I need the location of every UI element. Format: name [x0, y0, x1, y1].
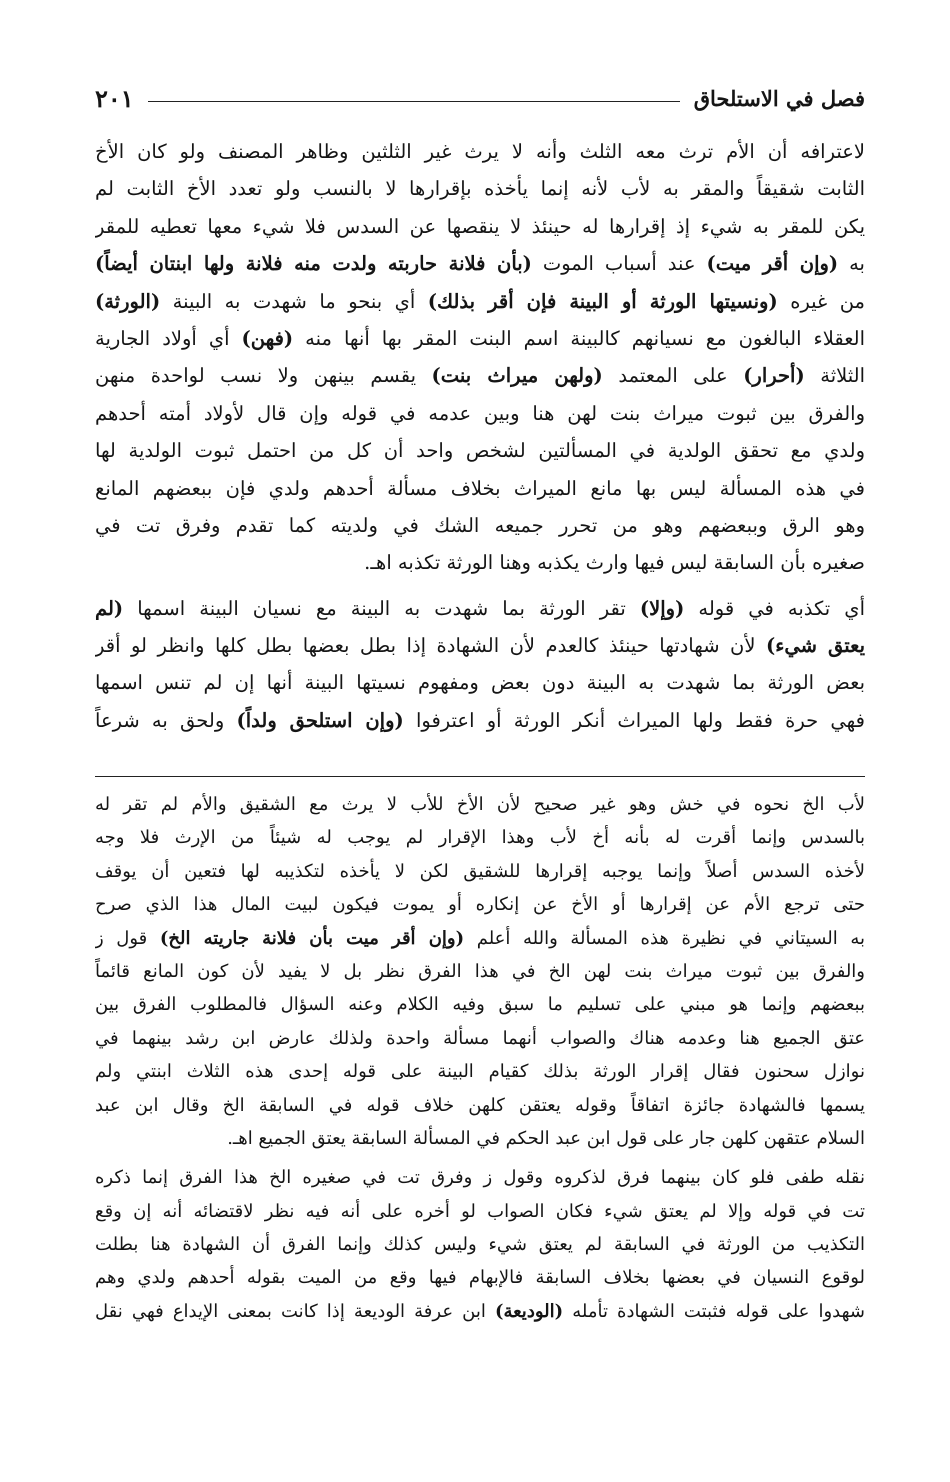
footnote-line: نوازل سحنون فقال إقرار الورثة بذلك كقيام البينة على قوله إحدى هذه الثلاث ابنتي ولم: [95, 1061, 865, 1083]
running-header: [95, 78, 865, 118]
text-line: من غيره (ونسيتها الورثة أو البينة فإن أقر بذلك) أي بنحو ما شهدت به البينة (الورثة): [95, 289, 865, 313]
text-line: العقلاء البالغون مع نسيانهم كالبينة اسم البنت المقر بها أنها منه (فهن) أي أولاد الجارية: [95, 326, 865, 350]
text-line: الثابت شقيقاً والمقر به لأب لأنه إنما يأخذه بإقرارها لا بالنسب ولو تعدد الأخ الثابت لم: [95, 177, 865, 201]
footnote-line: حتى ترجع الأم عن إقرارها أو الأخ عن إنكاره أو يموت فيكون لبيت المال هذا الذي صرح: [95, 894, 865, 916]
footnote-line: عتق الجميع هنا وعدمه هناك والصواب أنهما مسألة واحدة ولذلك عارض ابن رشد بينهما في: [95, 1027, 865, 1049]
footnotes: [95, 788, 865, 1328]
footnote-line: السلام عتقهن كلهن جار على قول ابن عبد الحكم في المسألة السابقة يعتق الجميع اهـ.: [227, 1127, 865, 1149]
footnote-line: لأب الخ نحوه في خش وهو غير صحيح لأن الأخ للأب لا يرث مع الشقيق والأم لم تقر له: [95, 794, 865, 815]
text-line: فهي حرة فقط ولها الميراث أنكر الورثة أو اعترفوا (وإن استلحق ولداً) ولحق به شرعاً: [95, 708, 865, 732]
chapter-title: فصل في الاستلحاق: [693, 85, 865, 111]
footnote-divider: [95, 776, 865, 777]
text-line: والفرق بين ثبوت ميراث بنت لهن هنا وبين عدمه في قوله وإن قال لأولاد أمته أحدهم: [95, 401, 865, 425]
text-line: يكن للمقر به شيء إذ إقرارها له حينئذ لا ينقصها عن السدس فلا شيء معها تعطيه للمقر: [95, 214, 865, 238]
footnote-line: ببعضهم وإنما هو مبني على تسليم ما سبق وفيه الكلام وعنه السؤال فالمطلوب الفرق بين: [95, 994, 865, 1016]
footnote-line: لأخذه السدس أصلاً وإنما يوجبه إقرارها للشقيق لكن لا يأخذه لتكذيبه لها فتعين أن يوقف: [95, 860, 865, 882]
footnote-line: نقله طفى فلو كان بينهما فرق لذكروه وقول ز وفرق تت في صغيره الخ هذا الفرق إنما ذكره: [95, 1167, 865, 1189]
main-text: [95, 133, 865, 739]
footnote-line: والفرق بين ثبوت ميراث بنت لهن الخ في هذا الفرق نظر بل لا يفيد لأن كون المانع قائماً: [95, 960, 865, 982]
text-line: لاعترافه أن الأم ترث معه الثلث وأنه لا يرث غير الثلثين وظاهر المصنف ولو كان الأخ: [95, 140, 865, 163]
text-line: أي تكذبه في قوله (وإلا) تقر الورثة بما شهدت به البينة مع نسيان البينة اسمها (لم: [95, 596, 865, 620]
footnote-line: التكذيب من الورثة في السابقة لم يعتق شيء وليس كذلك وإنما الفرق أن الشهادة هنا بطلت: [95, 1234, 865, 1256]
text-line: بعض الورثة بما شهدت به البينة دون بعض ومفهوم نسيتها البينة أنها إن لم تنس اسمها: [95, 671, 865, 695]
header-rule: [148, 101, 680, 102]
footnote-line: شهدوا على قوله فثبتت الشهادة تأمله (الوديعة) ابن عرفة الوديعة إذا كانت بمعنى الإيداع فهي نقل: [95, 1300, 865, 1322]
footnote-line: به السيتاني في نظيرة هذه المسألة والله أعلم (وإن أقر ميت بأن فلانة جاريته الخ) قول ز: [95, 927, 865, 949]
text-line: الثلاثة (أحرار) على المعتمد (ولهن ميراث بنت) يقسم بينهن ولا نسب لواحدة منهن: [95, 364, 865, 388]
footnote-line: لوقوع النسيان في بعضها بخلاف السابقة فالإبهام فيها وقع من الميت بقوله أحدهم ولدي وهم: [95, 1267, 865, 1289]
footnote-line: تت في قوله وإلا لم يعتق شيء فكان الصواب لو أخره على أنه فيه نظر لاقتضائه أنه إن وقع: [95, 1200, 865, 1222]
footnote-line: بالسدس وإنما أقرت له بأنه أخ لأب وهذا الإقرار لم يوجب له شيئاً من الإرث فلا وجه: [95, 827, 865, 849]
text-line: صغيره بأن السابقة ليس فيها وارث يكذبه وهنا الورثة تكذبه اهـ.: [364, 551, 865, 575]
page-number: ٢٠١: [95, 83, 134, 113]
text-line: في هذه المسألة ليس بها مانع الميراث بخلاف مسألة أحدهم ولدي فإن ببعضهم المانع: [95, 476, 865, 500]
text-line: يعتق شيء) لأن شهادتها حينئذ كالعدم لأن الشهادة إذا بطل بعضها بطل كلها وانظر لو أقر: [95, 634, 865, 658]
text-line: به (وإن أقر ميت) عند أسباب الموت (بأن فلانة حاربته ولدت منه فلانة ولها ابنتان أيضاً): [95, 252, 865, 276]
footnote-line: يسمها فالشهادة جائزة اتفاقاً وقوله يعتقن كلهن خلاف قوله في السابقة الخ وقال ابن عبد: [95, 1094, 865, 1116]
text-line: ولدي مع تحقق الولدية في المسألتين لشخص واحد أن كل من احتمل ثبوت الولدية لها: [95, 439, 865, 463]
text-line: وهو الرق وببعضهم وهو من تحرر جميعه الشك في ولديته كما تقدم وفرق تت في: [95, 513, 865, 537]
